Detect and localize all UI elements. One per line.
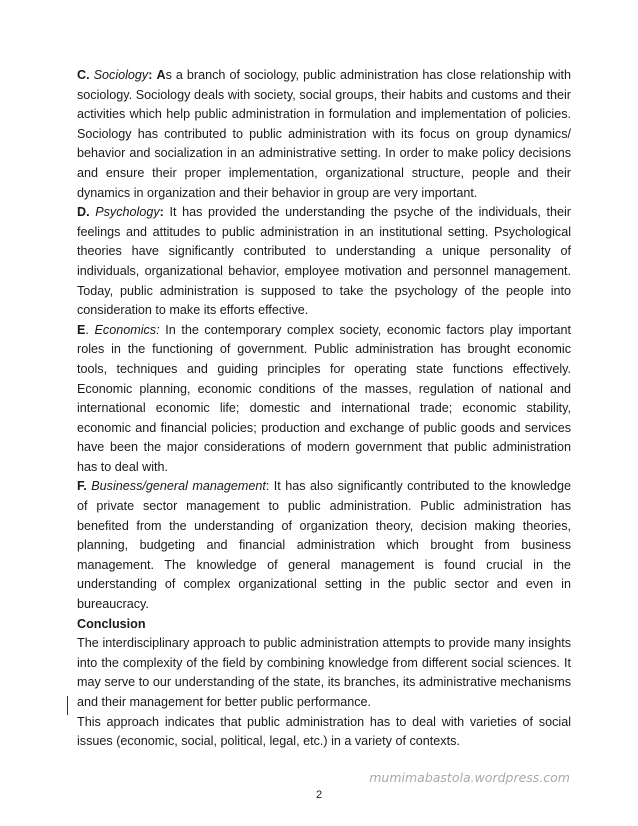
section-dot: . (85, 322, 89, 337)
section-body: It has provided the understanding the psyche of the individuals, their feelings and attitudes to public administration in an institutional setting. Psychological theories have significantly contributed to understanding a unique personality of individuals, organizational behavior, employee motivation and personnel management. Today, public administration is supposed to take the psychology of the people into consideration to make its efforts effective. (77, 205, 572, 318)
section-psychology (77, 203, 571, 321)
section-colon: : (159, 205, 164, 220)
section-body: In the contemporary complex society, economic factors play important roles in the functioning of government. Public administration has brought economic tools, techniques and guiding principles for operating state functions effectively. Economic planning, economic conditions of the masses, regulation of national and international economic life; domestic and international trade; economic stability, economic and financial policies; production and exchange of public goods and services have been the major considerations of modern government that public administration has to deal with. (77, 322, 571, 474)
section-title: Sociology (93, 68, 149, 82)
text-cursor (67, 696, 68, 715)
conclusion-paragraph-2: This approach indicates that public administration has to deal with varieties of social issues (economic, social, political, legal, etc.) in a variety of contexts. (77, 714, 571, 749)
section-letter: F. (77, 479, 87, 494)
section-body: : It has also significantly contributed to the knowledge of private sector management to public administration. Public administration has benefited from the understanding of organization theory, decision making theories, planning, budgeting and financial administration which brought from business management. The knowledge of general management is found crucial in the understanding of complex organizational setting in the public sector and even in bureaucracy. (77, 479, 572, 612)
section-title: Economics: (94, 322, 160, 337)
watermark: mumimabastola.wordpress.com (369, 770, 570, 785)
section-letter: D. (77, 205, 90, 220)
section-economics (77, 321, 571, 478)
section-sociology (77, 66, 571, 203)
section-title: Business/general management (91, 479, 266, 494)
section-colon: : (148, 68, 153, 82)
document-body (77, 66, 571, 752)
page-number: 2 (315, 789, 323, 801)
drop-letter: A (156, 68, 166, 82)
section-letter: E (77, 322, 86, 337)
section-business-management (77, 477, 571, 614)
conclusion-heading: Conclusion (77, 616, 146, 631)
section-body: s a branch of sociology, public administration has close relationship with sociology. Sociology deals with society, social groups, their habits and customs and their activities which help public administration in formulation and implementation of policies. Sociology has contributed to public administration with its focus on group dynamics/ behavior and socialization in an administrative setting. In order to make policy decisions and ensure their proper implementation, organizational structure, people and their dynamics in organization and their behavior in group are very important. (77, 68, 572, 200)
section-letter: C. (77, 68, 90, 82)
section-title: Psychology (95, 205, 160, 220)
conclusion-paragraph-1: The interdisciplinary approach to public administration attempts to provide many insights into the complexity of the field by combining knowledge from different social sciences. It may serve to our understanding of the state, its branches, its administrative mechanisms and their management for better public performance. (77, 636, 571, 709)
